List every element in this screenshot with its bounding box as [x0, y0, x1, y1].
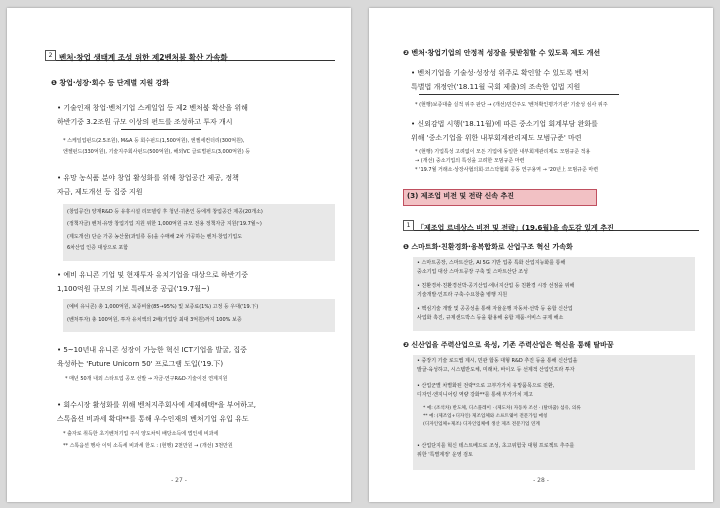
paragraph-2a: • 유망 농식품 분야 창업 활성화를 위해 창업공간 제공, 정책	[57, 174, 239, 182]
gray-item-3b: 6차산업 인증 대상으로 포함	[67, 245, 129, 251]
subheading-4: ❷ 신산업을 주력산업으로 육성, 기존 주력산업은 혁신을 통해 탈바꿈	[403, 341, 614, 349]
gray-item-8b: 위한 '특별계정' 운영 검토	[417, 452, 473, 458]
right-note-2b: → (개선) 중소기업의 특성을 고려한 모범규준 마련	[415, 158, 525, 164]
page-number: - 28 -	[533, 477, 549, 484]
left-page	[7, 8, 351, 502]
gray-item-4: (예비 유니콘) 총 1,000억원, 보증비율(85→95%) 및 보증료(1%) 고정 등 우대('19.下)	[67, 304, 259, 310]
right-paragraph-2a: • 신외감법 시행('18.11월)에 따른 중소기업 회계부담 완화를	[411, 120, 598, 128]
page-number: - 27 -	[171, 477, 187, 484]
paragraph-4b: 육성하는 'Future Unicorn 50' 프로그램 도입('19.下)	[57, 360, 224, 368]
note-3b: ** 스톡옵션 행사 이익 소득세 비과세 한도 : (현행) 2천만원 → (개선) 3천만원	[63, 443, 233, 449]
note-1b: 엔젤펀드(330억원), 기술지주회사펀드(500억원), 해외VC 글로벌펀드(3,000억원) 등	[63, 149, 251, 155]
right-note-1: * (현행)보증대출 실적 위주 판단 → (개선)민간주도 '벤처확인평가기관' 기술성 심사 위주	[415, 102, 608, 108]
paragraph-3b: 1,100억원 규모의 기보 특례보증 공급('19.7월~)	[57, 285, 210, 293]
note-2: * 매년 50개 내외 스타트업 공모 선발 → 자금·연구R&D·기술이전 연계지원	[65, 376, 228, 382]
gray-item-8a: • 산업단지를 혁신 테스트베드로 조성, 초고위험국 대형 프로젝트 추주를	[417, 443, 575, 449]
right-paragraph-1a: • 벤처기업을 기술성·성장성 위주로 확인할 수 있도록 벤처	[411, 69, 589, 77]
gray-item-3a: (제도개선) 단순 가공 농산물(과일류 등)을 수매해 2차 가공하는 벤처·창업기업도	[67, 234, 243, 240]
paragraph-5a: • 회수시장 활성화를 위해 벤처지주회사에 세제혜택*을 부여하고,	[57, 401, 257, 409]
section-banner-title: (3) 제조업 비전 및 전략 신속 추진	[407, 192, 515, 200]
green-item-3a: • 핵심기술 개발 및 공공성을 통해 자율운행 자동차·선박 등 융합 신산업	[417, 306, 573, 312]
gray-note-7c: (디자인업체+제조) 디자인업체에 생산 제조 전문기업 연계	[423, 422, 540, 427]
paragraph-3a: • 예비 유니콘 기업 및 현재투자 유치기업을 대상으로 하반기중	[57, 271, 248, 279]
right-note-3: * '19.7월 거래소·상장사협의회·코스닥협회 공동 연구용역 → '20년上 모범규준 마련	[415, 167, 599, 173]
paragraph-1a: • 기술인재 창업·벤처기업 스케일업 등 제2 벤처붐 확산을 위해	[57, 104, 248, 112]
underline	[121, 129, 201, 130]
paragraph-2b: 자금, 제도개선 등 집중 지원	[57, 188, 143, 196]
right-page	[369, 8, 713, 502]
paragraph-4a: • 5~10년내 유니콘 성장이 가능한 혁신 ICT기업을 발굴, 집중	[57, 346, 247, 354]
subheading-2: ❷ 벤처·창업기업의 안정적 성장을 뒷받침할 수 있도록 제도 개선	[403, 49, 601, 57]
gray-note-7b: ** 예: (제조업+디자인) 제조업체와 소프트웨어 전문가업 매칭	[423, 414, 548, 419]
paragraph-1b: 하반기중 3.2조원 규모 이상의 펀드를 조성하고 투자 개시	[57, 118, 233, 126]
subheading-3: ❶ 스마트화·친환경화·융복합화로 산업구조 혁신 가속화	[403, 243, 573, 251]
gray-item-1: (창업공간) 양재R&D 등 유휴시설 리모델링 후 청년·귀촌인 등에게 창업공간 제공(20개소)	[67, 209, 263, 215]
green-item-1a: • 스마트공장, 스마트산단, AI 5G 기반 업종 특화 산업지능화를 통해	[417, 260, 566, 266]
underline	[419, 94, 619, 95]
note-1a: * 스케일업펀드(2.5조원), M&A 등 회수펀드(1,500억원), 엔젤세컨더리(300억원),	[63, 138, 245, 144]
green-item-2a: • 친환경차·친환경선박·공기산업·에너지산업 등 친환경 시장 선점을 위해	[417, 283, 575, 289]
right-note-2a: * (현행) 기업특성 고려없이 모든 기업에 동일한 내부회계관리제도 모범규준 적용	[415, 149, 591, 155]
section-title: 벤처·창업 생태계 조성 위한 제2벤처붐 확산 가속화	[59, 53, 228, 62]
green-item-3b: 사업화 촉진, 규제샌드박스 등을 활용해 융합 제품·서비스 규제 해소	[417, 315, 564, 321]
gray-item-6b: 발굴·육성하고, 시스템반도체, 미래차, 바이오 등 선제적 산업인프라 투자	[417, 367, 575, 373]
gray-item-2: (정책자금) 벤처·유망 창업기업 지원 위한 1,000억원 규모 전용 정책자금 지원('19.7월~)	[67, 221, 262, 227]
subsection-number: 1	[403, 220, 414, 231]
subsection-heading	[403, 215, 699, 231]
green-item-2b: 기술개발·인프라 구축·수요창출 병행 지원	[417, 292, 508, 298]
gray-item-7a: • 산업군별 차별화된 전략*으로 고부가가치 유망품목으로 전환,	[417, 383, 555, 389]
gray-item-7b: 디자인·엔지니어링 역량 강화**를 통해 부가가치 제고	[417, 392, 533, 398]
right-paragraph-2b: 위해 '중소기업을 위한 내부회계관리제도 모범규준' 마련	[411, 134, 582, 142]
paragraph-5b: 스톡옵션 비과세 확대**를 통해 우수인재의 벤처기업 유입 유도	[57, 415, 249, 423]
section-heading	[45, 45, 335, 61]
note-3a: * 출자로 취득한 초기벤처기업 주식 양도차익 배당소득에 법인세 비과세	[63, 431, 219, 437]
subsection-title: 「제조업 르네상스 비전 및 전략」(19.6월)을 속도감 있게 추진	[417, 224, 614, 232]
subheading-1: ❶ 창업·성장·회수 등 단계별 지원 강화	[51, 79, 170, 87]
green-item-1b: 중소기업 대상 스마트공장 구축 및 스마트산단 조성	[417, 269, 528, 275]
gray-note-7a: * 예: (조석차) 반도체, 디스플레이 · (제도차) 자동차 조선 · (탈바꿈) 섬유, 의류	[423, 406, 581, 411]
gray-item-6a: • 중장기 기술 로드맵 제시, 민관 합동 대형 R&D 추진 등을 통해 신산업을	[417, 358, 578, 364]
section-number: 2	[45, 50, 56, 61]
gray-item-5: (벤처투자) 총 100억원, 투자 유치액의 2배(기업당 최대 3억원)까지 100% 보증	[67, 317, 242, 323]
right-paragraph-1b: 특별법 개정안('18.11월 국회 제출)의 조속한 입법 지원	[411, 83, 581, 91]
